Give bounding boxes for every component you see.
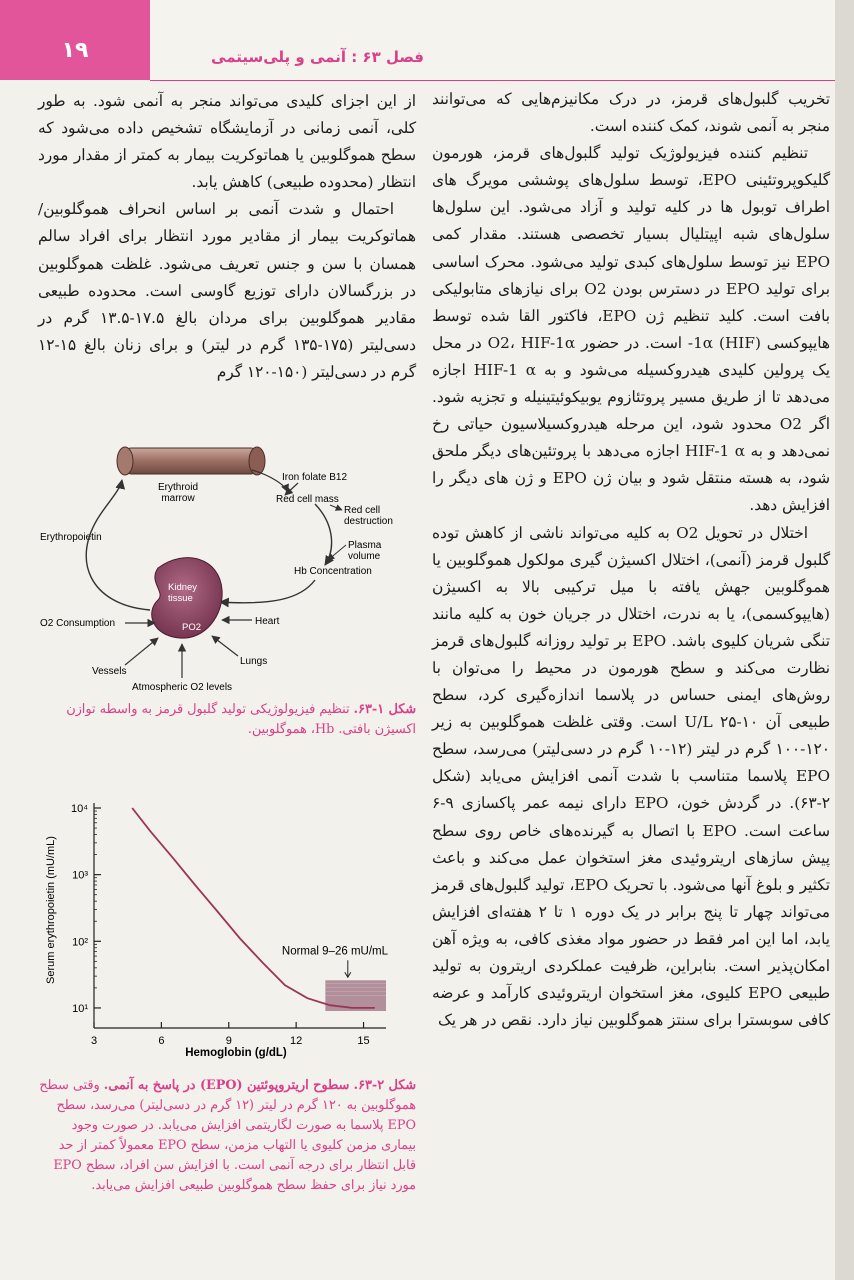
right-column: [432, 86, 830, 1034]
x-tick-label: 12: [290, 1035, 303, 1047]
erythropoiesis-diagram: [30, 440, 420, 695]
atmospheric-o2-label: Atmospheric O2 levels: [132, 682, 233, 693]
hb-to-kidney-arrow: [220, 580, 315, 603]
epo-chart: [36, 788, 416, 1060]
paragraph: تنظیم کننده فیزیولوژیک تولید گلبول‌های قرمز، هورمون گلیکوپروتئینی EPO، توسط سلول‌های پوششی مویرگ های اطراف توبول ها در کلیه تولید و آزاد می‌شود. این سلول‌ها سلول‌های شبه اپیتلیال بسیار تخصصی هستند. مقدار کمی EPO نیز توسط سلول‌های کبدی تولید می‌شود. محرک اساسی برای تولید EPO در دسترس بودن O2 برای نیازهای متابولیکی بافت است. کلید تنظیم ژن EPO، فاکتور القا شده توسط هایپوکسی (HIF) 1α- است. در حضور O2، HIF-1α در محل یک پرولین کلیدی هیدروکسیله می‌شود و به HIF-1 α اجازه می‌دهد تا از طریق مسیر پروتئازوم یوبیکوئیتینیله و تجزیه شود. اگر O2 محدود شود، این مرحله هیدروکسیلاسیون حیاتی رخ نمی‌دهد و به HIF-1 α اجازه می‌دهد با پروتئین‌های دیگر ملحق شود، به هسته منتقل شود و بیان ژن EPO و ژن های دیگر را افزایش دهد.: [432, 144, 831, 515]
paragraph: از این اجزای کلیدی می‌تواند منجر به آنمی شود. به طور کلی، آنمی زمانی در آزمایشگاه تشخیص داده می‌شود که سطح هموگلوبین یا هماتوکریت بیمار به کمتر از مقدار مورد انتظار (محدوده طبیعی) کاهش یابد.: [38, 92, 416, 192]
figure1-caption: [38, 700, 416, 740]
red-cell-mass-label: Red cell mass: [276, 494, 339, 505]
mass-to-hb-arrow: [315, 504, 332, 565]
kidney-tissue-label: tissue: [168, 593, 193, 604]
page-number: ۱۹: [61, 38, 89, 63]
figure-epo-chart: [36, 788, 416, 1060]
figure-erythropoiesis-regulation: [30, 440, 420, 695]
paragraph: اختلال در تحویل O2 به کلیه می‌تواند ناشی از کاهش توده گلبول قرمز (آنمی)، اختلال اکسیژن گیری مولکول هموگلوبین یا هموگلوبین جهش یافته با میل ترکیبی بالا به اکسیژن (هایپوکسمی)، یا به ندرت، اختلال در جریان خون به کلیه مانند تنگی شریان کلیوی باشد. EPO بر تولید روزانه گلبول‌های قرمز نظارت می‌کند و سطح هورمون در محیط را می‌توان با روش‌های ایمنی حساس در پلاسما اندازه‌گیری کرد، سطح طبیعی آن U/L ۲۵-۱۰ است. وقتی غلظت هموگلوبین به زیر ۱۲۰-۱۰۰ گرم در لیتر (۱۲-۱۰ گرم در دسی‌لیتر) می‌رسد، سطح EPO پلاسما متناسب با شدت آنمی افزایش می‌یابد (شکل ۲-۶۳). در گردش خون، EPO دارای نیمه عمر پاکسازی ۹-۶ ساعت است. EPO با اتصال به گیرنده‌های خاص روی سطح پیش سازهای اریتروئیدی مغز استخوان عمل می‌کند و باعث تکثیر و بلوغ آنها می‌شود. با تحریک EPO، تولید گلبول‌های قرمز می‌تواند چهار تا پنج برابر در یک دوره ۱ تا ۲ هفته‌ای افزایش یابد، اما این امر فقط در حضور مواد مغذی کافی، به ویژه آهن امکان‌پذیر است. بنابراین، ظرفیت عملکردی اریترون به تولید طبیعی EPO کلیوی، مغز استخوان اریتروئیدی کارآمد و عرضه کافی سوبسترا برای سنتز هموگلوبین نیاز دارد. نقص در هر یک: [432, 523, 830, 1030]
x-tick-label: 15: [357, 1035, 370, 1047]
vessels-label: Vessels: [92, 666, 127, 677]
figure2-caption-lead: شکل ۲-۶۳. سطوح اریتروپوئتین (EPO) در پاسخ به آنمی.: [103, 1078, 416, 1093]
red-cell-destruction-label: Red cell: [344, 505, 381, 516]
figure2-caption: [38, 1076, 416, 1196]
kidney-tissue-label: Kidney: [168, 582, 198, 593]
erythroid-marrow-label: Erythroid: [157, 482, 199, 493]
erythropoietin-label: Erythropoietin: [40, 532, 102, 543]
destruction-arrow: [330, 505, 342, 510]
header-divider: [150, 80, 835, 81]
iron-folate-label: Iron folate B12: [282, 472, 348, 483]
x-tick-label: 9: [225, 1035, 232, 1047]
hb-concentration-label: Hb Concentration: [294, 566, 372, 577]
heart-label: Heart: [255, 616, 280, 627]
po2-label: PO2: [182, 622, 202, 633]
y-axis-label: Serum erythropoietin (mU/mL): [45, 836, 57, 984]
y-tick-label: 10³: [72, 869, 88, 882]
red-cell-destruction-label: destruction: [344, 516, 393, 527]
plasma-volume-label: volume: [348, 551, 381, 562]
x-tick-label: 3: [90, 1035, 98, 1047]
x-tick-label: 6: [158, 1035, 165, 1047]
x-axis-label: Hemoglobin (g/dL): [185, 1047, 287, 1059]
y-tick-label: 10²: [72, 936, 88, 949]
chapter-title: فصل ۶۳ : آنمی و پلی‌سیتمی: [211, 48, 424, 66]
figure2-caption-body: وقتی سطح هموگلوبین به ۱۲۰ گرم در لیتر (۱۲ گرم در دسی‌لیتر) می‌رسد، سطح EPO پلاسما به صورت لگاریتمی افزایش می‌یابد. در صورت وجود بیماری مزمن کلیوی یا التهاب مزمن، سطح EPO معمولاً کمتر از حد قابل انتظار برای درجه آنمی است. با افزایش سن افراد، سطح EPO مورد نیاز برای حفظ سطح هموگلوبین طبیعی افزایش می‌یابد.: [39, 1078, 416, 1193]
figure1-caption-lead: شکل ۱-۶۳.: [353, 702, 416, 717]
page-edge: [835, 0, 854, 1280]
erythroid-marrow-label: marrow: [161, 493, 195, 504]
bone-icon: [117, 447, 265, 475]
lungs-arrow: [212, 636, 238, 656]
plasma-volume-label: Plasma: [348, 540, 382, 551]
o2-consumption-label: O2 Consumption: [40, 618, 116, 629]
epo-arrow: [86, 480, 150, 610]
y-tick-label: 10⁴: [71, 803, 88, 815]
y-tick-label: 10¹: [72, 1002, 88, 1015]
lungs-label: Lungs: [240, 656, 268, 667]
left-column: [38, 88, 416, 386]
figure1-caption-body: تنظیم فیزیولوژیکی تولید گلبول قرمز به واسطه توازن اکسیژن بافتی. Hb، هموگلوبین.: [66, 702, 416, 737]
paragraph: تخریب گلبول‌های قرمز، در درک مکانیزم‌هایی که می‌توانند منجر به آنمی شوند، کمک کننده است.: [432, 90, 830, 136]
normal-range-annotation: Normal 9–26 mU/mL: [281, 945, 388, 958]
vessels-arrow: [125, 638, 158, 665]
paragraph: احتمال و شدت آنمی بر اساس انحراف هموگلوبین/هماتوکریت بیمار از مقادیر مورد انتظار برای افراد سالم همسان با سن و جنس تعریف می‌شود. غلظت هموگلوبین در بزرگسالان دارای توزیع گاوسی است. محدوده طبیعی مقادیر هموگلوبین برای مردان بالغ ۱۷.۵-۱۳.۵ گرم در دسی‌لیتر (۱۷۵-۱۳۵ گرم در لیتر) و برای زنان بالغ ۱۵-۱۲ گرم در دسی‌لیتر (۱۵۰-۱۲۰ گرم: [38, 200, 416, 381]
epo-curve: [132, 808, 375, 1008]
